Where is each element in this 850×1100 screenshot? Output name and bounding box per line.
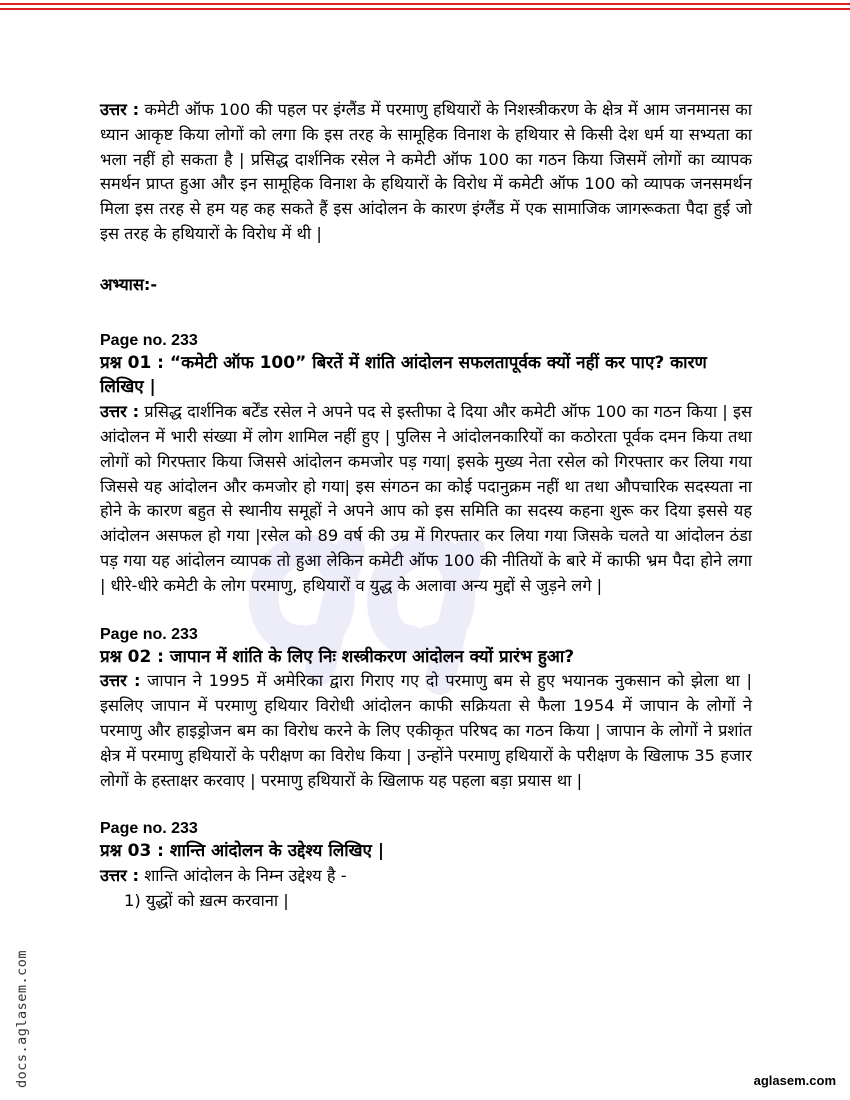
question-text: प्रश्न 03 : शान्ति आंदोलन के उद्देश्य लिखिए | [100, 841, 385, 862]
footer-brand: aglasem.com [753, 1073, 836, 1088]
page-number: Page no. 233 [100, 331, 198, 349]
intro-answer [100, 98, 752, 247]
question-block-2 [100, 625, 752, 794]
question-block-1 [100, 331, 752, 599]
answer-label: उत्तर : [100, 100, 140, 119]
top-red-rule-secondary [0, 8, 850, 10]
exercise-heading: अभ्यास:- [100, 274, 158, 294]
question-text: प्रश्न 01 : “कमेटी ऑफ 100” बिरतें में शांति आंदोलन सफलतापूर्वक क्यों नहीं कर पाए? कारण लिखिए | [100, 352, 707, 398]
question-block-3 [100, 819, 752, 913]
list-item: 1) युद्धों को ख़त्म करवाना | [124, 890, 289, 910]
page-number: Page no. 233 [100, 625, 198, 643]
answer-label: उत्तर : [100, 866, 140, 886]
answer-text: प्रसिद्ध दार्शनिक बर्टेंड रसेल ने अपने पद से इस्तीफा दे दिया और कमेटी ऑफ 100 का गठन किया | इस आंदोलन में भारी संख्या में लोग शामिल नहीं हुए | पुलिस ने आंदोलनकारियों का कठोरता पूर्वक दमन किया तथा लोगों को गिरफ्तार किया जिससे आंदोलन कमजोर पड़ गया| इसके मुख्य नेता रसेल को गिरफ्तार कर लिया गया जिससे यह आंदोलन और कमजोर हो गया| इस संगठन का कोई पदानुक्रम नहीं था तथा औपचारिक सदस्यता ना होने के कारण बहुत से स्थानीय समूहों ने अपने आप को इस समिति का सदस्य कहना शुरू कर दिया इससे यह आंदोलन असफल हो गया |रसेल को 89 वर्ष की उम्र में गिरफ्तार कर लिया गया जिसके चलते या आंदोलन ठंडा पड़ गया यह आंदोलन व्यापक तो हुआ लेकिन कमेटी ऑफ 100 की नीतियों के बारे में काफी भ्रम पैदा होने लगा | धीरे-धीरे कमेटी के लोग परमाणु, हथियारों व युद्ध के अलावा अन्य मुद्दों से जुड़ने लगे | [100, 402, 753, 595]
answer-text: जापान ने 1995 में अमेरिका द्वारा गिराए गए दो परमाणु बम से हुए भयानक नुकसान को झेला था | इसलिए जापान में परमाणु हथियार विरोधी आंदोलन काफी सक्रियता से फैला 1954 में जापान के लोगों ने परमाणु और हाइड्रोजन बम का विरोध करने के लिए एकीकृत परिषद का गठन किया | जापान के लोगों ने प्रशांत क्षेत्र में परमाणु हथियारों के परीक्षण का विरोध किया | उन्होंने परमाणु हथियारों के परीक्षण के खिलाफ 35 हजार लोगों के हस्ताक्षर करवाए | परमाणु हथियारों के खिलाफ यह पहला बड़ा प्रयास था | [100, 671, 752, 790]
answer-text: कमेटी ऑफ 100 की पहल पर इंग्लैंड में परमाणु हथियारों के निशस्त्रीकरण के क्षेत्र में आम जनमानस का ध्यान आकृष्ट किया लोगों को लगा कि इस तरह के सामूहिक विनाश के हथियार से किसी देश धर्म या सभ्यता का भला नहीं हो सकता है | प्रसिद्ध दार्शनिक रसेल ने कमेटी ऑफ 100 का गठन किया जिसमें लोगों का व्यापक समर्थन प्राप्त हुआ और इन सामूहिक विनाश के हथियारों के विरोध में कमेटी ऑफ 100 को व्यापक जनसमर्थन मिला इस तरह से हम यह कह सकते हैं इस आंदोलन के कारण इंग्लैंड में एक सामाजिक जागरूकता पैदा हुई जो इस तरह के हथियारों के विरोध में थी | [100, 100, 752, 243]
document-body [100, 92, 752, 914]
side-watermark-url: docs.aglasem.com [14, 949, 30, 1088]
page-number: Page no. 233 [100, 820, 198, 838]
question-text: प्रश्न 02 : जापान में शांति के लिए निः शस्त्रीकरण आंदोलन क्यों प्रारंभ हुआ? [100, 646, 575, 667]
answer [100, 864, 752, 889]
answer [100, 400, 752, 598]
top-red-rule [0, 3, 850, 5]
answer-label: उत्तर : [100, 402, 140, 422]
answer-label: उत्तर : [100, 671, 141, 691]
answer-text: शान्ति आंदोलन के निम्न उद्देश्य है - [139, 866, 347, 886]
answer [100, 669, 752, 793]
